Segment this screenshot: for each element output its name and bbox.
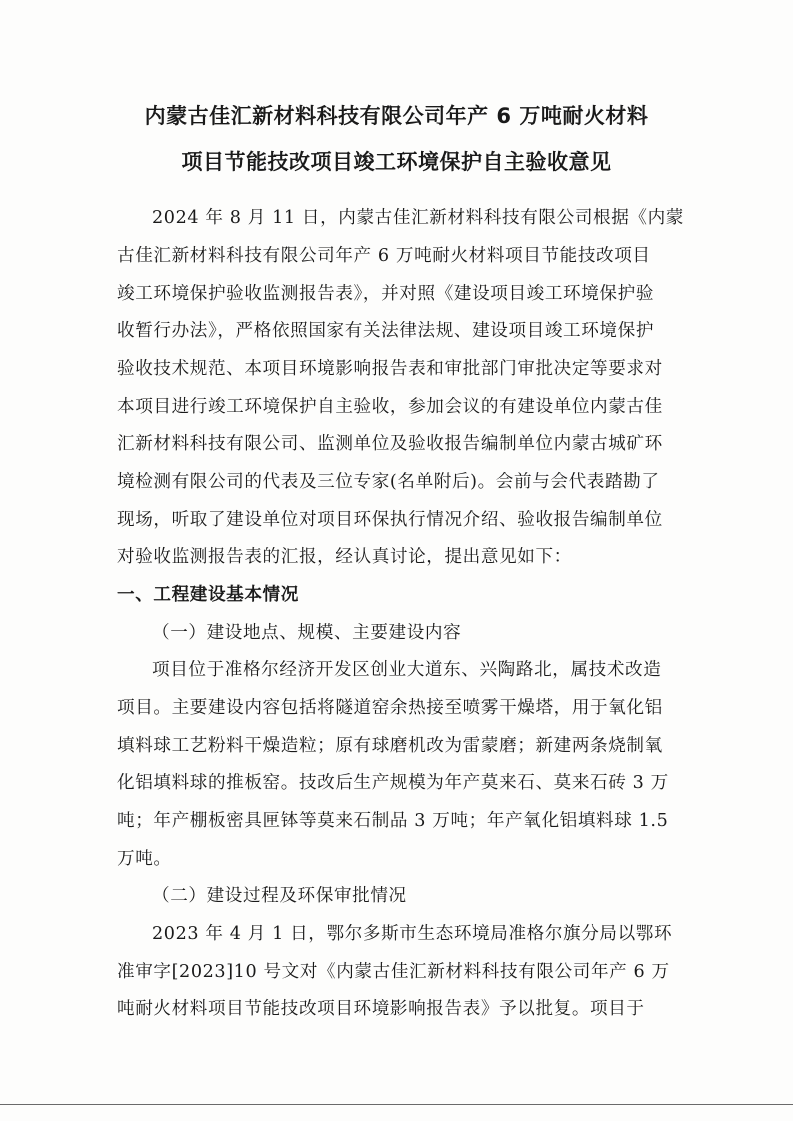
paragraph-line: 项目。主要建设内容包括将隧道窑余热接至喷雾干燥塔，用于氧化铝	[117, 698, 663, 718]
paragraph-line: 项目位于准格尔经济开发区创业大道东、兴陶路北，属技术改造	[152, 660, 662, 680]
document-title-line-2: 项目节能技改项目竣工环境保护自主验收意见	[181, 150, 612, 174]
paragraph-line: 万吨。	[117, 849, 172, 869]
subsection-heading: （一）建设地点、规模、主要建设内容	[152, 623, 462, 643]
paragraph-line: 对验收监测报告表的汇报，经认真讨论，提出意见如下：	[117, 547, 572, 567]
section-heading: 一、工程建设基本情况	[117, 585, 299, 605]
paragraph-line: 化铝填料球的推板窑。技改后生产规模为年产莫来石、莫来石砖 3 万	[117, 773, 669, 793]
paragraph-line: 古佳汇新材料科技有限公司年产 6 万吨耐火材料项目节能技改项目	[117, 246, 651, 266]
paragraph-line: 吨耐火材料项目节能技改项目环境影响报告表》予以批复。项目于	[117, 999, 645, 1019]
subsection-heading: （二）建设过程及环保审批情况	[152, 886, 407, 906]
paragraph-line: 验收技术规范、本项目环境影响报告表和审批部门审批决定等要求对	[117, 359, 663, 379]
paragraph-line: 汇新材料科技有限公司、监测单位及验收报告编制单位内蒙古城矿环	[117, 434, 663, 454]
paragraph-line: 填料球工艺粉料干燥造粒；原有球磨机改为雷蒙磨；新建两条烧制氧	[117, 736, 663, 756]
paragraph-line: 竣工环境保护验收监测报告表》，并对照《建设项目竣工环境保护验	[117, 284, 655, 304]
paragraph-line: 本项目进行竣工环境保护自主验收，参加会议的有建设单位内蒙古佳	[117, 397, 663, 417]
paragraph-line: 准审字[2023]10 号文对《内蒙古佳汇新材料科技有限公司年产 6 万	[117, 962, 670, 982]
scan-edge-divider	[0, 1104, 793, 1105]
paragraph-line: 2024 年 8 月 11 日，内蒙古佳汇新材料科技有限公司根据《内蒙	[152, 208, 684, 228]
paragraph-line: 2023 年 4 月 1 日，鄂尔多斯市生态环境局准格尔旗分局以鄂环	[152, 924, 673, 944]
document-title-line-1: 内蒙古佳汇新材料科技有限公司年产 6 万吨耐火材料	[144, 104, 649, 128]
paragraph-line: 吨；年产棚板密具匣钵等莫来石制品 3 万吨；年产氧化铝填料球 1.5	[117, 811, 669, 831]
paragraph-line: 境检测有限公司的代表及三位专家(名单附后)。会前与会代表踏勘了	[117, 472, 660, 492]
paragraph-line: 现场，听取了建设单位对项目环保执行情况介绍、验收报告编制单位	[117, 510, 663, 530]
paragraph-line: 收暂行办法》，严格依照国家有关法律法规、建设项目竣工环境保护	[117, 321, 655, 341]
